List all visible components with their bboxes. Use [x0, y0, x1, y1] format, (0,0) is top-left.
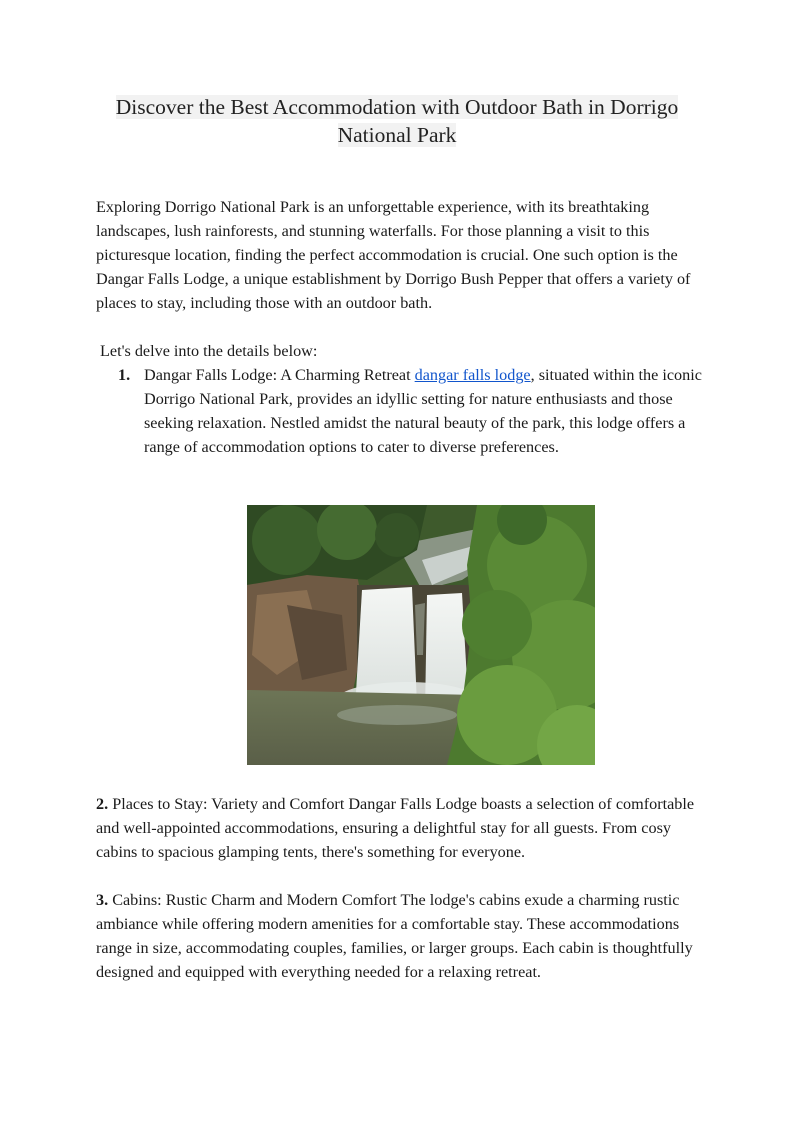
lead-in-text: Let's delve into the details below: [100, 342, 318, 360]
page-title [97, 93, 697, 149]
list-item-text-after-link: , situated within the iconic Dorrigo National Park, provides an idyllic setting for nature enthusiasts and those seeking relaxation. Nestled amidst the natural beauty of the park, this lodge offers a range of accommodation options to cater to diverse preferences. [144, 366, 702, 456]
item-2-number: 2. [96, 795, 109, 813]
intro-paragraph: Exploring Dorrigo National Park is an unforgettable experience, with its breathtaking landscapes, lush rainforests, and stunning waterfalls. For those planning a visit to this picturesque location, finding the perfect accommodation is crucial. One such option is the Dangar Falls Lodge, a unique establishment by Dorrigo Bush Pepper that offers a variety of places to stay, including those with an outdoor bath. [96, 198, 691, 312]
item-3-text: Cabins: Rustic Charm and Modern Comfort The lodge's cabins exude a charming rustic ambiance while offering modern amenities for a comfortable stay. These accommodations range in size, accommodating couples, families, or larger groups. Each cabin is thoughtfully designed and equipped with everything needed for a relaxing retreat. [96, 891, 693, 981]
waterfall-photo [247, 505, 595, 765]
item-3-number: 3. [96, 891, 109, 909]
list-item-number: 1. [118, 366, 131, 384]
page-title-text: Discover the Best Accommodation with Outdoor Bath in Dorrigo National Park [115, 95, 679, 147]
places-to-stay-paragraph [96, 792, 702, 864]
item-2-text: Places to Stay: Variety and Comfort Dangar Falls Lodge boasts a selection of comfortable and well-appointed accommodations, ensuring a delightful stay for all guests. From cosy cabins to spacious glamping tents, there's something for everyone. [96, 795, 695, 861]
cabins-paragraph [96, 888, 702, 984]
list-item [96, 363, 702, 459]
list-item-text-before-link: Dangar Falls Lodge: A Charming Retreat [144, 366, 415, 384]
dangar-falls-lodge-link[interactable]: dangar falls lodge [414, 366, 531, 384]
numbered-list [96, 363, 702, 459]
